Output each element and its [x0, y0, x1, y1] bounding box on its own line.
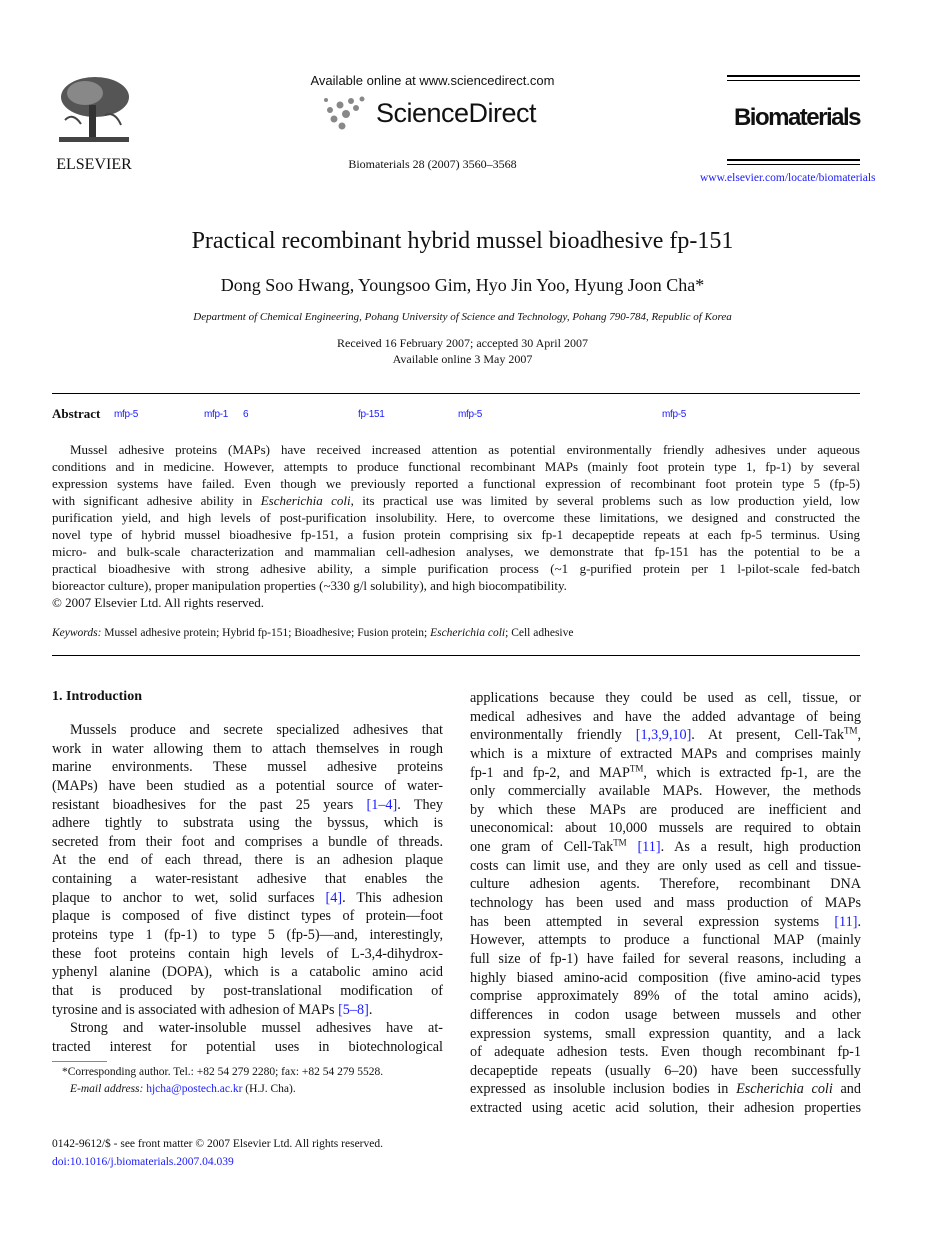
- received-date: Received 16 February 2007; accepted 30 April 2007: [337, 336, 588, 350]
- text-line: adhere tightly to substrata using the byssus, which is: [52, 815, 443, 832]
- text-line: applications because they could be used as cell, tissue, or: [470, 690, 861, 706]
- issn-line: 0142-9612/$ - see front matter © 2007 Elsevier Ltd. All rights reserved.: [52, 1138, 383, 1150]
- keywords-tail: ; Cell adhesive: [505, 627, 574, 639]
- journal-url-link[interactable]: www.elsevier.com/locate/biomaterials: [700, 172, 876, 184]
- sciencedirect-logo: [320, 96, 550, 132]
- text-line: highly biased amino-acid composition (five amino-acid types: [470, 969, 861, 986]
- footnote-divider: [52, 1061, 107, 1062]
- article-dates: [0, 335, 925, 367]
- section-heading: 1. Introduction: [52, 689, 142, 704]
- text-line: plaque is composed of five distinct types of protein—foot: [52, 908, 443, 925]
- artifact-label: mfp-5: [662, 409, 687, 420]
- text-line: conditions and in medicine. However, attempts to produce functional recombinant MAPs (mainly foot protein type 1, fp-1) by several: [52, 459, 860, 474]
- text-line: by which these MAPs are produced are inefficient and: [470, 801, 861, 818]
- left-column: [52, 721, 443, 1057]
- text-line: secreted from their foot and comprises a bundle of threads.: [52, 833, 443, 850]
- affiliation: Department of Chemical Engineering, Pohang University of Science and Technology, Pohang 790-784, Republic of Korea: [193, 311, 732, 323]
- text-line: purification yield, and high levels of post-purification insolubility. Here, to overcome these limitations, we designed and constructed the: [52, 510, 860, 525]
- article-title: Practical recombinant hybrid mussel bioadhesive fp-151: [191, 228, 734, 254]
- email-tail: (H.J. Cha).: [245, 1083, 296, 1095]
- divider: [727, 159, 860, 161]
- trademark-mark: TM: [629, 762, 644, 773]
- email-link[interactable]: hjcha@postech.ac.kr: [146, 1083, 243, 1095]
- text-line: technology has been used and mass production of MAPs: [470, 895, 861, 912]
- text-line: containing a water-resistant adhesive that enables the: [52, 871, 443, 888]
- email-line: [52, 1081, 443, 1098]
- abstract-body: [52, 441, 860, 611]
- keywords: [52, 627, 860, 639]
- text-line: yphenyl alanine (DOPA), which is a catabolic amino acid: [52, 964, 443, 981]
- doi-link[interactable]: doi:10.1016/j.biomaterials.2007.04.039: [52, 1156, 234, 1168]
- artifact-label: 6: [243, 409, 249, 420]
- divider: [727, 75, 860, 77]
- divider: [52, 655, 860, 656]
- elsevier-logo: [52, 75, 136, 174]
- text-line: tyrosine and is associated with adhesion of MAPs [5–8].: [52, 1001, 373, 1018]
- divider: [52, 393, 860, 394]
- text-line: environmentally friendly [1,3,9,10]. At present, Cell-Tak™,: [470, 725, 861, 744]
- text-line: these foot proteins contain high levels of L-3,4-dihydrox-: [52, 945, 443, 962]
- author-list: Dong Soo Hwang, Youngsoo Gim, Hyo Jin Yoo, Hyung Joon Cha*: [220, 275, 705, 295]
- citation-link[interactable]: [5–8]: [338, 1001, 369, 1018]
- text-line: has been attempted in several expression systems [11].: [470, 913, 861, 930]
- available-online: Available online at www.sciencedirect.com: [310, 73, 555, 88]
- citation-link[interactable]: [1–4]: [366, 796, 398, 813]
- sciencedirect-dots-icon: [320, 96, 372, 130]
- keywords-text: Mussel adhesive protein; Hybrid fp-151; Bioadhesive; Fusion protein;: [104, 627, 428, 639]
- text-line: which is a mixture of extracted MAPs and comprises mainly: [470, 745, 861, 762]
- elsevier-tree-icon: [55, 75, 133, 145]
- text-line: costs can limit use, and they are only used as cell and tissue-: [470, 857, 861, 874]
- text-line: medical adhesives and have the added advantage of being: [470, 708, 861, 725]
- journal-reference: Biomaterials 28 (2007) 3560–3568: [348, 157, 517, 171]
- available-date: Available online 3 May 2007: [392, 352, 533, 366]
- italic-text: Escherichia coli: [736, 1081, 833, 1098]
- trademark-mark: TM: [613, 837, 627, 848]
- text-line: with significant adhesive ability in Escherichia coli, its practical use was limited by several problems such as low production yield, low: [52, 493, 860, 508]
- text-line: At the end of each thread, there is an adhesion plaque: [52, 852, 443, 869]
- text-line: one gram of Cell-Tak™ [11]. As a result, high production: [470, 837, 861, 856]
- corresponding-author: *Corresponding author. Tel.: +82 54 279 2280; fax: +82 54 279 5528.: [62, 1066, 384, 1078]
- text-line: proteins type 1 (fp-1) to type 5 (fp-5)—and, interestingly,: [52, 927, 443, 944]
- text-line: © 2007 Elsevier Ltd. All rights reserved.: [52, 595, 265, 610]
- citation-link[interactable]: [11]: [834, 913, 858, 930]
- divider: [727, 80, 860, 81]
- right-column: [470, 689, 861, 1118]
- page-footer: [52, 1135, 472, 1171]
- text-line: work in water allowing them to attach themselves in rough: [52, 740, 443, 757]
- text-line: decapeptide repeats (usually 6–20) have been successfully: [470, 1062, 861, 1079]
- trademark-mark: TM: [843, 725, 858, 736]
- text-line: plaque to anchor to wet, solid surfaces [4]. This adhesion: [52, 889, 443, 906]
- keywords-label: Keywords:: [52, 627, 102, 639]
- text-line: Strong and water-insoluble mussel adhesives have at-: [70, 1020, 443, 1037]
- text-line: expression systems have failed. Even though we previously reported a functional expression of recombinant foot protein type 5 (fp-5): [52, 476, 860, 491]
- text-line: Mussels produce and secrete specialized adhesives that: [70, 722, 443, 738]
- text-line: of adequate adhesion tests. Even though recombinant fp-1: [470, 1044, 861, 1061]
- text-line: expressed as insoluble inclusion bodies in Escherichia coli and: [470, 1081, 861, 1098]
- publisher-name: ELSEVIER: [56, 156, 132, 173]
- text-line: marine environments. These mussel adhesive proteins: [52, 759, 443, 776]
- text-line: full size of fp-1) have failed for several reasons, including a: [470, 950, 861, 967]
- citation-link[interactable]: [1,3,9,10]: [635, 727, 692, 744]
- text-line: However, attempts to produce a functional MAP (mainly: [470, 932, 861, 949]
- artifact-label: mfp-5: [458, 409, 483, 420]
- abstract-heading: Abstract: [52, 406, 101, 421]
- italic-text: Escherichia coli: [260, 493, 351, 508]
- text-line: only commercially available MAPs. However, the methods: [470, 783, 861, 800]
- text-line: differences in codon usage between mussels and other: [470, 1006, 861, 1023]
- email-label: E-mail address:: [70, 1083, 144, 1095]
- text-line: resistant bioadhesives for the past 25 years [1–4]. They: [52, 796, 443, 813]
- text-line: bioreactor culture), proper manipulation properties (~330 g/l solubility), and high biocompatibility.: [52, 578, 567, 593]
- text-line: extracted using acetic acid solution, their adhesion properties: [470, 1100, 861, 1117]
- text-line: Mussel adhesive proteins (MAPs) have received increased attention as potential environmentally friendly adhesives under aqueous: [70, 442, 860, 457]
- text-line: practical bioadhesive with strong adhesive ability, a simple purification process (~1 g-purified protein per 1 l-pilot-scale fed-batch: [52, 561, 860, 576]
- text-line: micro- and bulk-scale characterization and mammalian cell-adhesion analyses, we demonstrate that fp-151 has the potential to be a: [52, 544, 860, 559]
- journal-name: Biomaterials: [733, 104, 860, 131]
- text-line: that is produced by post-translational modification of: [52, 982, 443, 999]
- divider: [727, 164, 860, 165]
- text-line: fp-1 and fp-2, and MAP™, which is extracted fp-1, are the: [470, 762, 861, 781]
- artifact-label: mfp-1: [204, 409, 229, 420]
- citation-link[interactable]: [11]: [637, 839, 661, 856]
- citation-link[interactable]: [4]: [325, 889, 343, 906]
- footnote: [52, 1064, 443, 1098]
- text-line: tracted interest for potential uses in biotechnological: [52, 1038, 443, 1055]
- artifact-label: fp-151: [358, 409, 385, 420]
- sciencedirect-wordmark: ScienceDirect: [376, 98, 537, 128]
- artifact-label: mfp-5: [114, 409, 139, 420]
- text-line: expression systems, small expression quantity, and a lack: [470, 1025, 861, 1042]
- text-line: novel type of hybrid mussel bioadhesive fp-151, a fusion protein comprising six fp-1 decapeptide repeats at each fp-5 terminus. Using: [52, 527, 860, 542]
- text-line: uneconomical: about 10,000 mussels are required to obtain: [470, 820, 861, 837]
- text-line: culture adhesion agents. Therefore, recombinant DNA: [470, 876, 861, 893]
- keywords-italic: Escherichia coli: [430, 627, 506, 639]
- text-line: comprise approximately 89% of the total amino acids),: [470, 988, 861, 1005]
- text-line: (MAPs) have been studied as a potential source of water-: [52, 777, 443, 794]
